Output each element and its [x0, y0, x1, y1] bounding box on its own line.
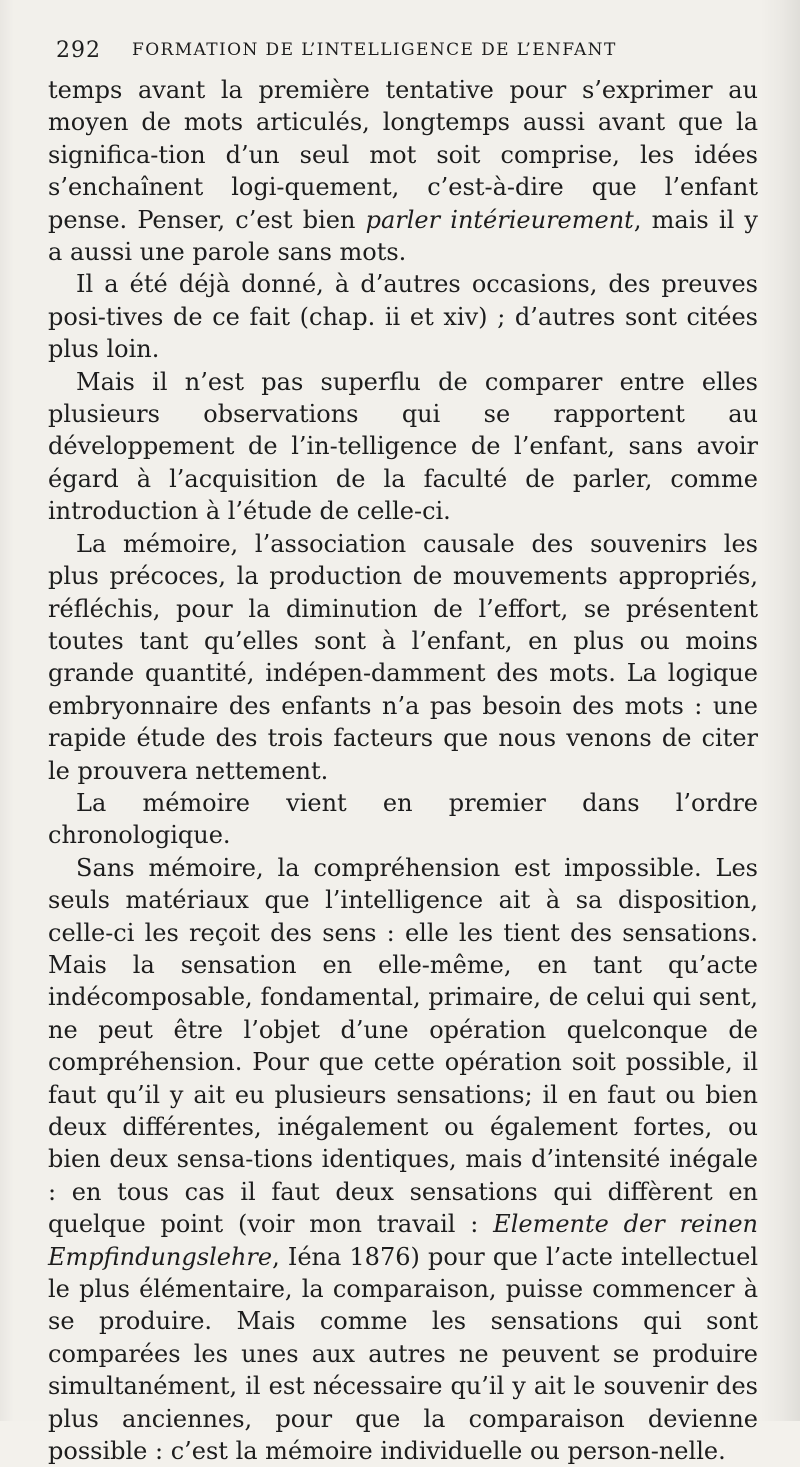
paragraph-1-text-a: temps avant la première tentative pour s’exprimer au moyen de mots articulés, longtemps aussi avant que la significa-tion d’un seul mot soit comprise, les idées s’enchaînent logi-quement, c’est-à-dire que l’enfant pense. Penser, c’est bien	[48, 76, 758, 234]
paragraph-6-text-b: , Iéna 1876) pour que l’acte intellectuel le plus élémentaire, la comparaison, puisse commencer à se produire. Mais comme les sensations qui sont comparées les unes aux autres ne peuvent se produire simultanément, il est nécessaire qu’il y ait le souvenir des plus anciennes, pour que la comparaison devienne possible : c’est la mémoire individuelle ou person-nelle.	[48, 1242, 758, 1466]
paragraph-5: La mémoire vient en premier dans l’ordre chronologique.	[48, 788, 758, 850]
page-number: 292	[56, 38, 101, 63]
paragraph-1	[48, 74, 758, 268]
paragraph-2: Il a été déjà donné, à d’autres occasions, des preuves posi-tives de ce fait (chap. ii et xiv) ; d’autres sont citées plus loin.	[48, 270, 758, 364]
page-gutter-shadow	[0, 0, 14, 1421]
running-title: FORMATION DE L’INTELLIGENCE DE L’ENFANT	[132, 40, 617, 60]
paragraph-3: Mais il n’est pas superflu de comparer entre elles plusieurs observations qui se rapportent au développement de l’in-telligence de l’enfant, sans avoir égard à l’acquisition de la faculté de parler, comme introduction à l’étude de celle-ci.	[48, 367, 758, 526]
page-edge-shadow	[760, 0, 800, 1421]
paragraph-6-text-a: Sans mémoire, la compréhension est impossible. Les seuls matériaux que l’intelligence ait à sa disposition, celle-ci les reçoit des sens : elle les tient des sensations. Mais la sensation en elle-même, en tant qu’acte indécomposable, fondamental, primaire, de celui qui sent, ne peut être l’objet d’une opération quelconque de compréhension. Pour que cette opération soit possible, il faut qu’il y ait eu plusieurs sensations; il en faut ou bien deux différentes, inégalement ou également fortes, ou bien deux sensa-tions identiques, mais d’intensité inégale : en tous cas il faut deux sensations qui diffèrent en quelque point (voir mon travail :	[48, 853, 758, 1239]
running-header	[50, 34, 750, 70]
paragraph-6-emphasis: Elemente der reinen Empfindungslehre	[48, 1210, 758, 1271]
paragraph-6	[48, 852, 758, 1467]
paragraph-1-emphasis: parler intérieurement	[365, 205, 634, 234]
paragraph-1-text-b: , mais il y a aussi une parole sans mots.	[48, 205, 758, 267]
body-text	[48, 74, 758, 1467]
paragraph-4: La mémoire, l’association causale des souvenirs les plus précoces, la production de mouvements appropriés, réfléchis, pour la diminution de l’effort, se présentent toutes tant qu’elles sont à l’enfant, en plus ou moins grande quantité, indépen-damment des mots. La logique embryonnaire des enfants n’a pas besoin des mots : une rapide étude des trois facteurs que nous venons de citer le prouvera nettement.	[48, 529, 758, 785]
